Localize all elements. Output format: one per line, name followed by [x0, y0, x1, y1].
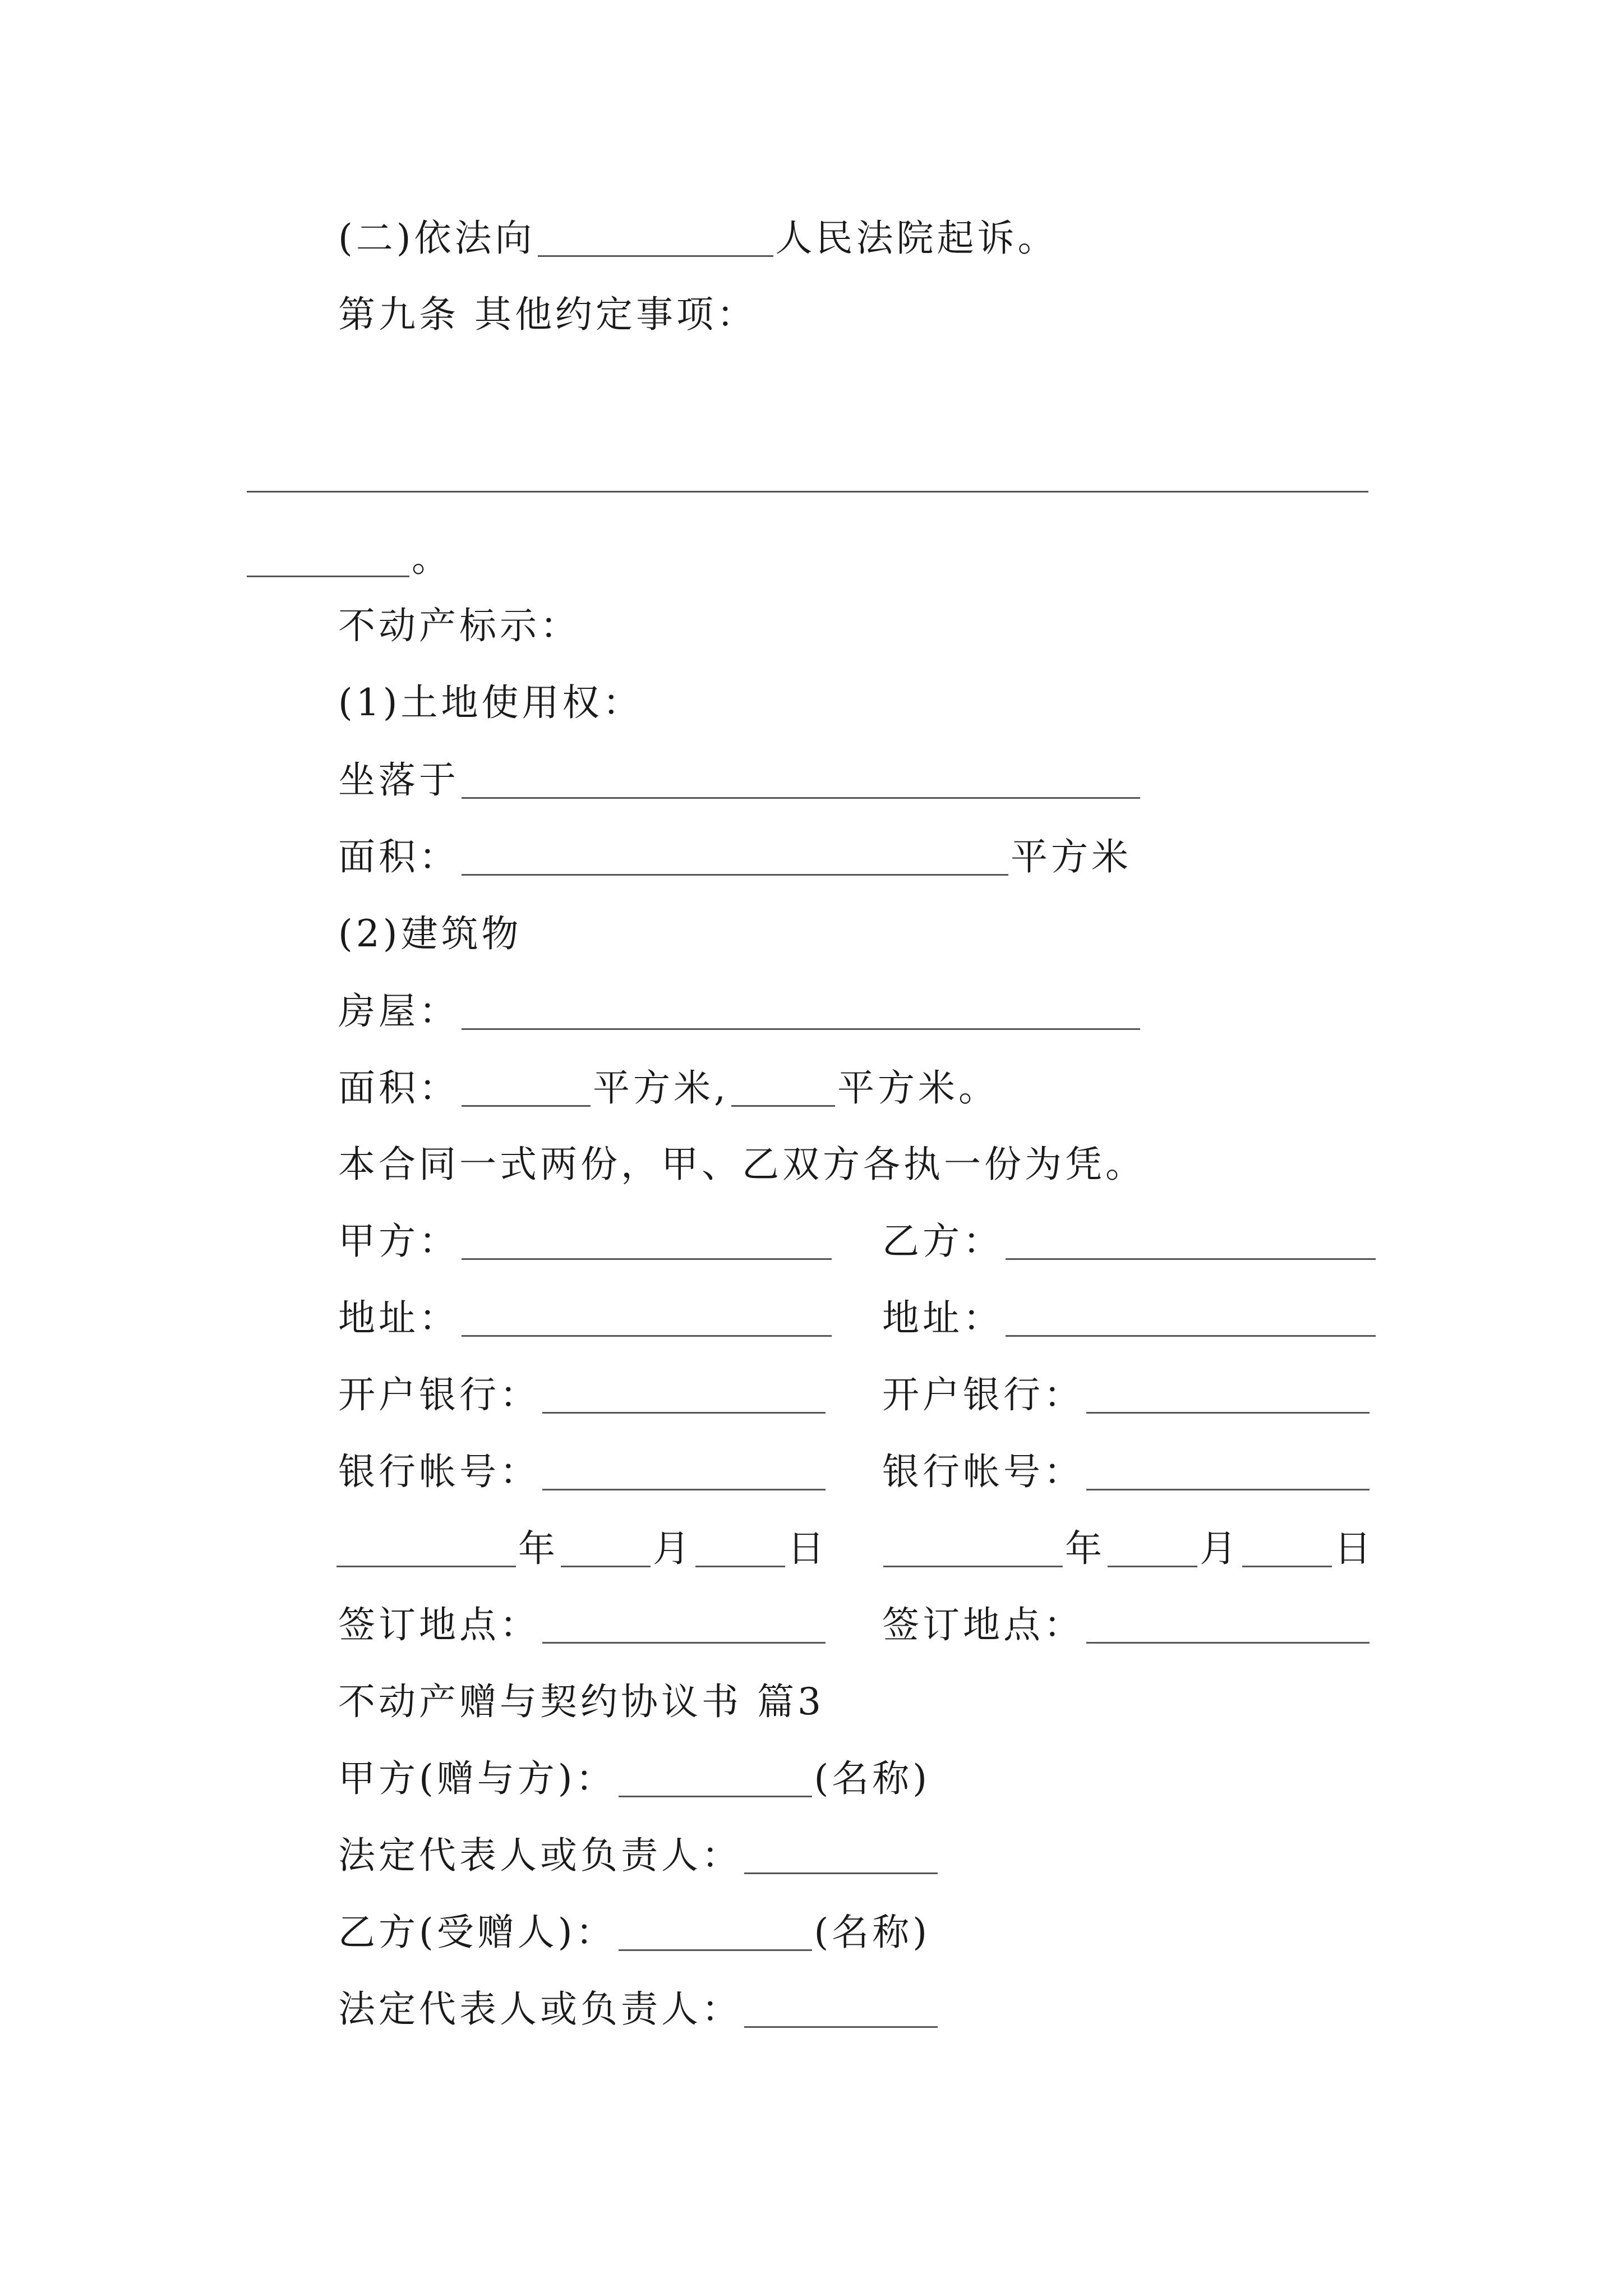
place-a-blank[interactable]	[542, 1609, 826, 1644]
house-blank[interactable]	[462, 996, 1140, 1030]
location-line	[338, 758, 1142, 802]
place-b-blank[interactable]	[1086, 1609, 1370, 1644]
donee-name-hint: (名称)	[814, 1911, 930, 1954]
account-a-label: 银行帐号：	[338, 1450, 540, 1493]
year-b-label: 年	[1065, 1527, 1105, 1570]
bank-b-label: 开户银行：	[882, 1373, 1084, 1416]
section-heading-3: 不动产赠与契约协议书 篇3	[338, 1680, 824, 1723]
place-b-label: 签订地点：	[882, 1603, 1084, 1646]
account-a-blank[interactable]	[542, 1456, 826, 1490]
donee-rep-line	[338, 1987, 940, 2031]
bank-b-blank[interactable]	[1086, 1379, 1370, 1414]
location-blank[interactable]	[462, 765, 1140, 799]
land-area-blank[interactable]	[462, 841, 1008, 876]
donee-rep-blank[interactable]	[744, 1994, 938, 2028]
bank-a-blank[interactable]	[542, 1379, 826, 1414]
location-label: 坐落于	[338, 758, 459, 802]
donee-line	[338, 1911, 930, 1954]
address-a-blank[interactable]	[462, 1303, 832, 1337]
donee-label: 乙方(受赠人)：	[338, 1911, 616, 1954]
building-area-line	[338, 1066, 999, 1110]
year-a-label: 年	[518, 1527, 559, 1570]
party-a-field	[338, 1220, 834, 1263]
month-b-blank[interactable]	[1108, 1533, 1197, 1567]
party-b-label: 乙方：	[882, 1220, 1003, 1263]
date-b-field	[883, 1527, 1375, 1570]
place-a-label: 签订地点：	[338, 1603, 540, 1646]
donee-name-blank[interactable]	[619, 1917, 812, 1951]
building-area-blank-2[interactable]	[731, 1073, 835, 1107]
land-use-right-label: (1)土地使用权：	[338, 681, 643, 724]
court-prefix: (二)依法向	[338, 217, 536, 260]
donor-line	[338, 1757, 930, 1800]
account-b-label: 银行帐号：	[882, 1450, 1084, 1493]
land-area-unit: 平方米	[1011, 835, 1132, 878]
month-a-label: 月	[653, 1527, 693, 1570]
article-nine-heading: 第九条 其他约定事项：	[338, 293, 757, 336]
house-label: 房屋：	[338, 990, 459, 1033]
house-line	[338, 990, 1142, 1033]
donor-rep-line	[338, 1834, 940, 1877]
account-b-field	[882, 1450, 1372, 1493]
bank-b-field	[882, 1373, 1372, 1416]
other-terms-blank-short[interactable]	[247, 543, 409, 577]
building-area-blank-1[interactable]	[462, 1073, 591, 1107]
period-mark: 。	[412, 537, 452, 580]
building-label: (2)建筑物	[338, 912, 522, 955]
donor-rep-label: 法定代表人或负责人：	[338, 1834, 742, 1877]
year-a-blank[interactable]	[336, 1533, 516, 1567]
party-a-label: 甲方：	[338, 1220, 459, 1263]
date-a-field	[336, 1527, 828, 1570]
bank-a-field	[338, 1373, 828, 1416]
building-area-unit-1: 平方米,	[593, 1066, 729, 1110]
party-b-blank[interactable]	[1006, 1226, 1376, 1260]
other-terms-end-line	[247, 537, 452, 580]
address-b-field	[882, 1296, 1378, 1340]
place-b-field	[882, 1603, 1372, 1646]
party-a-blank[interactable]	[462, 1226, 832, 1260]
building-area-unit-2: 平方米。	[837, 1066, 999, 1110]
year-b-blank[interactable]	[883, 1533, 1063, 1567]
donor-name-hint: (名称)	[814, 1757, 930, 1800]
donor-rep-blank[interactable]	[744, 1840, 938, 1874]
land-area-label: 面积：	[338, 835, 459, 878]
donor-label: 甲方(赠与方)：	[338, 1757, 616, 1800]
building-area-label: 面积：	[338, 1066, 459, 1110]
party-b-field	[882, 1220, 1378, 1263]
donor-name-blank[interactable]	[619, 1763, 812, 1797]
account-b-blank[interactable]	[1086, 1456, 1370, 1490]
address-a-field	[338, 1296, 834, 1340]
land-area-line	[338, 835, 1132, 878]
court-suffix: 人民法院起诉。	[775, 217, 1058, 260]
address-b-blank[interactable]	[1006, 1303, 1376, 1337]
court-blank[interactable]	[538, 223, 773, 257]
address-b-label: 地址：	[882, 1296, 1003, 1340]
day-a-blank[interactable]	[695, 1533, 785, 1567]
court-line	[338, 217, 1058, 260]
property-label: 不动产标示：	[338, 604, 580, 647]
day-b-blank[interactable]	[1242, 1533, 1332, 1567]
place-a-field	[338, 1603, 828, 1646]
month-b-label: 月	[1200, 1527, 1240, 1570]
day-a-label: 日	[787, 1527, 828, 1570]
bank-a-label: 开户银行：	[338, 1373, 540, 1416]
address-a-label: 地址：	[338, 1296, 459, 1340]
day-b-label: 日	[1334, 1527, 1375, 1570]
donee-rep-label: 法定代表人或负责人：	[338, 1987, 742, 2031]
account-a-field	[338, 1450, 828, 1493]
month-a-blank[interactable]	[561, 1533, 651, 1567]
other-terms-blank-line[interactable]	[247, 491, 1368, 493]
copies-statement: 本合同一式两份，甲、乙双方各执一份为凭。	[338, 1143, 1146, 1186]
